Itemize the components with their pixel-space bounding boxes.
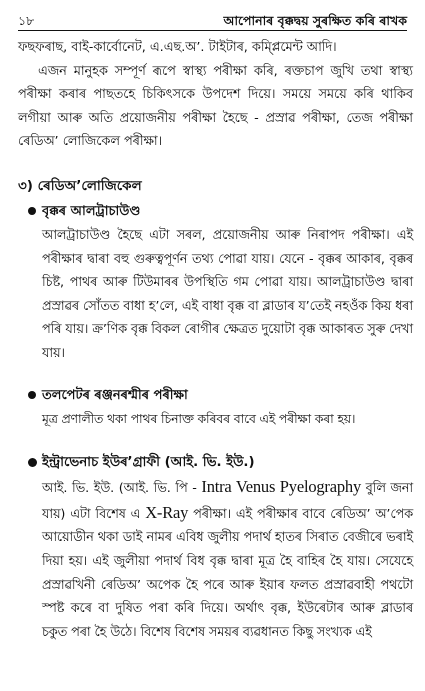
running-title: আপোনাৰ বৃক্কদ্বয় সুৰক্ষিত কৰি ৰাখক: [223, 13, 407, 28]
page-number: ১৮: [18, 13, 35, 28]
paragraph-checkup: এজন মানুহক সম্পূৰ্ণ ৰূপে স্বাস্থ্য পৰীক্ষা কৰি, ৰক্তচাপ জুখি তথা স্বাস্থ্য পৰীক্ষা কৰাৰ পাছতহে চিকিৎসকে উপদেশ দিয়ে। সময়ে সময়ে কৰি থাকিব লগীয়া আৰু অতি প্ৰয়োজনীয় পৰীক্ষা হৈছে - প্ৰস্ৰাৱ পৰীক্ষা, তেজ পৰীক্ষা ৰেডিঅ’ লোজিকেল পৰীক্ষা।: [18, 63, 413, 150]
item-text: আলট্ৰাচাউণ্ড হৈছে এটা সৰল, প্ৰয়োজনীয় আৰু নিৰাপদ পৰীক্ষা। এই পৰীক্ষাৰ দ্বাৰা বহু গুৰুত্বপূৰ্ণন তথ্য পোৱা যায়। যেনে - বৃক্কৰ আকাৰ, বৃক্কৰ চিষ্ট, পাথৰ আৰু টিউমাৰৰ উপস্থিতি গম পোৱা যায়। আলট্ৰাচাউণ্ড দ্বাৰা প্ৰস্ৰাৱৰ সোঁতত বাধা হ’লে, এই বাধা বৃক্ক বা ব্লাডাৰ য’তেই নহওঁক কিয় ধৰা পৰি যায়। ক্ৰ’ণিক বৃক্ক বিকল ৰোগীৰ ক্ষেত্ৰত দুয়োটা বৃক্ক আকাৰত সুৰু দেখা যায়।: [42, 227, 413, 361]
item-title: ইন্ট্ৰাভেনাচ ইউৰ’গ্ৰাফী (আই. ভি. ইউ.): [42, 455, 255, 471]
item-text: [42, 475, 413, 644]
list-item-ivu: [18, 451, 413, 644]
item-text-part-c: পৰীক্ষা। এই পৰীক্ষাৰ বাবে ৰেডিঅ’ অ’পেক আয়োডীন থকা ডাই নামৰ এবিধ জুলীয় পদাৰ্থ হাতৰ সিৰাত বেজীৰে ভৰাই দিয়া হয়। এই জুলীয়া পদাৰ্থ বিধ বৃক্ক দ্বাৰা মূত্ৰ হৈ বাহিৰ হৈ যায়। সেযেহে প্ৰস্ৰাৱখিনী ৰেডিঅ’ অপেক হৈ পৰে আৰু ইয়াৰ ফলত প্ৰস্ৰাৱবাহী পথটো স্পষ্ট কৰে বা দুষিত পৰা কৰি দিয়ে। অৰ্থাৎ বৃক্ক, ইউৰেটাৰ আৰু ব্লাডাৰ চকুত পৰা হৈ উঠে। বিশেষ বিশেষ সময়ৰ ব্যৱধানত কিছু সংখ্যক এই: [42, 506, 414, 640]
bullet-icon: [28, 207, 36, 215]
section-heading: ৩) ৰেডিঅ’লোজিকেল: [18, 177, 142, 194]
item-title: তলপেটৰ ৰঞ্জনৰশ্মীৰ পৰীক্ষা: [42, 387, 188, 403]
item-text-part-a: আই. ভি. ইউ. (আই. ভি. পি -: [42, 481, 202, 497]
latin-term-xray: X-Ray: [145, 502, 189, 522]
paragraph-top: ফছফৰাছ, বাই-কাৰ্বোনেট, এ.এছ.অ’. টাইটাৰ, কম্প্লিমেন্ট আদি।: [18, 40, 337, 55]
list-item-ultrasound: [18, 200, 413, 366]
latin-term-ivp: Intra Venus Pyelography: [201, 477, 361, 497]
item-text: মূত্ৰ প্ৰণালীত থকা পাথৰ চিনাক্ত কৰিবৰ বাবে এই পৰীক্ষা কৰা হয়।: [42, 411, 356, 426]
bullet-icon: [28, 391, 36, 399]
item-title: বৃক্কৰ আলট্ৰাচাউণ্ড: [42, 203, 141, 219]
list-item-abdominal-xray: [18, 384, 413, 432]
bullet-icon: [28, 458, 37, 467]
item-text-part-b: বুলি জনা যায়) এটা বিশেষ এ: [42, 481, 414, 522]
page-content: [18, 36, 413, 644]
page-header: [18, 8, 407, 31]
